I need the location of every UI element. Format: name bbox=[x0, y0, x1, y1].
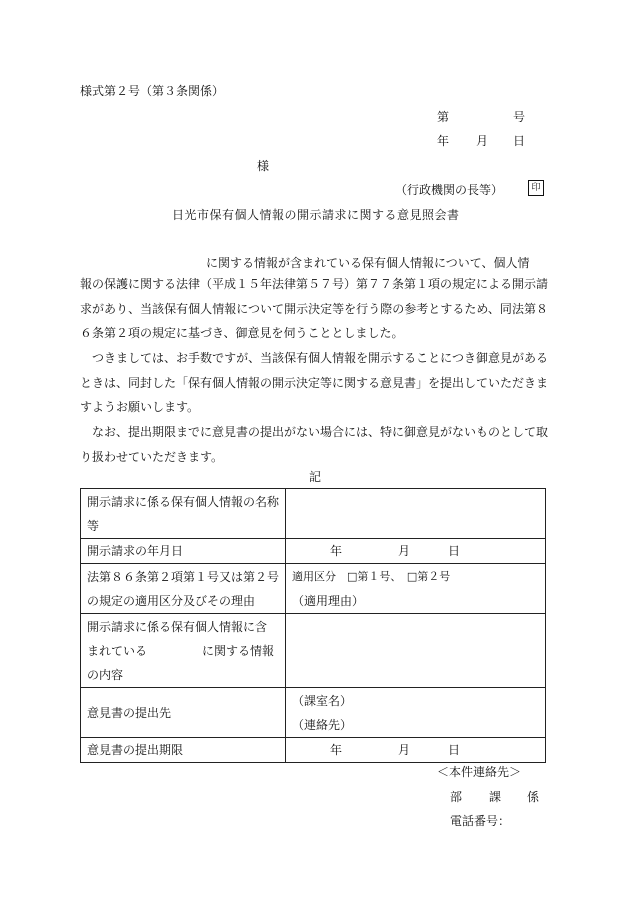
table-label-submit-to: 意見書の提出先 bbox=[81, 688, 286, 738]
table-value-category bbox=[286, 564, 546, 614]
table-label-content bbox=[81, 614, 286, 688]
deadline-month: 月 bbox=[398, 743, 411, 757]
document-number-suffix: 号 bbox=[513, 110, 526, 124]
deadline-year: 年 bbox=[330, 743, 343, 757]
addressee-suffix: 様 bbox=[257, 159, 270, 173]
table-value-name bbox=[286, 489, 546, 539]
date-month: 月 bbox=[476, 134, 489, 148]
body-paragraph-3: なお、提出期限までに意見書の提出がない場合には、特に御意見がないものとして取り扱わせていただきます。 bbox=[80, 425, 549, 464]
request-date-month: 月 bbox=[398, 544, 411, 558]
category-checkboxes[interactable]: 適用区分 □第１号、 □第２号 bbox=[292, 569, 451, 583]
page-title: 日光市保有個人情報の開示請求に関する意見照会書 bbox=[172, 208, 460, 222]
table-row bbox=[81, 539, 546, 564]
request-date-day: 日 bbox=[448, 544, 461, 558]
category-reason-label: （適用理由） bbox=[292, 593, 365, 608]
document-number-prefix: 第 bbox=[437, 110, 450, 124]
table-row bbox=[81, 614, 546, 688]
content-label-part-2: に関する情報 bbox=[202, 643, 275, 658]
date-year: 年 bbox=[437, 134, 450, 148]
table-label-request-date: 開示請求の年月日 bbox=[81, 539, 286, 564]
body-paragraph-1: 報の保護に関する法律（平成１５年法律第５７号）第７７条第１項の規定による開示請求があり、当該保有個人情報について開示決定等を行う際の参考とするため、同法第８６条第２項の規定に基づき、御意見を伺うこととしました。 bbox=[80, 277, 549, 340]
content-label-part-1: まれている bbox=[87, 643, 148, 658]
contact-section: 課 bbox=[489, 790, 502, 804]
table-label-category: 法第８６条第２項第１号又は第２号の規定の適用区分及びその理由 bbox=[81, 564, 286, 614]
contact-heading: ＜本件連絡先＞ bbox=[437, 765, 522, 779]
table-value-submit-to bbox=[286, 688, 546, 738]
table-value-content bbox=[286, 614, 546, 688]
content-label-line-2 bbox=[87, 639, 285, 663]
table-value-deadline bbox=[286, 738, 546, 763]
content-label-line-1: 開示請求に係る保有個人情報に含 bbox=[87, 619, 268, 634]
submit-to-contact: （連絡先） bbox=[292, 717, 353, 732]
table-row bbox=[81, 688, 546, 738]
contact-phone-label: 電話番号： bbox=[450, 814, 511, 828]
sender-label: （行政機関の長等） bbox=[395, 183, 504, 197]
contact-subsection: 係 bbox=[527, 790, 540, 804]
table-row bbox=[81, 738, 546, 763]
table-label-name: 開示請求に係る保有個人情報の名称等 bbox=[81, 489, 286, 539]
date-day: 日 bbox=[513, 134, 526, 148]
contact-department: 部 bbox=[450, 790, 463, 804]
table-row bbox=[81, 564, 546, 614]
table-row bbox=[81, 489, 546, 539]
seal-mark: 印 bbox=[528, 180, 544, 196]
ki-heading: 記 bbox=[309, 470, 322, 484]
table-label-deadline: 意見書の提出期限 bbox=[81, 738, 286, 763]
details-table bbox=[80, 488, 546, 763]
deadline-day: 日 bbox=[448, 743, 461, 757]
body-paragraph-1-first-line: に関する情報が含まれている保有個人情報について、個人情 bbox=[206, 256, 530, 270]
submit-to-section: （課室名） bbox=[292, 693, 353, 708]
request-date-year: 年 bbox=[330, 544, 343, 558]
body-paragraph-2: つきましては、お手数ですが、当該保有個人情報を開示することにつき御意見があるときは、同封した「保有個人情報の開示決定等に関する意見書」を提出していただきますようお願いします。 bbox=[80, 351, 549, 414]
content-label-line-3: の内容 bbox=[87, 667, 124, 682]
form-label: 様式第２号（第３条関係） bbox=[80, 84, 225, 98]
table-value-request-date bbox=[286, 539, 546, 564]
